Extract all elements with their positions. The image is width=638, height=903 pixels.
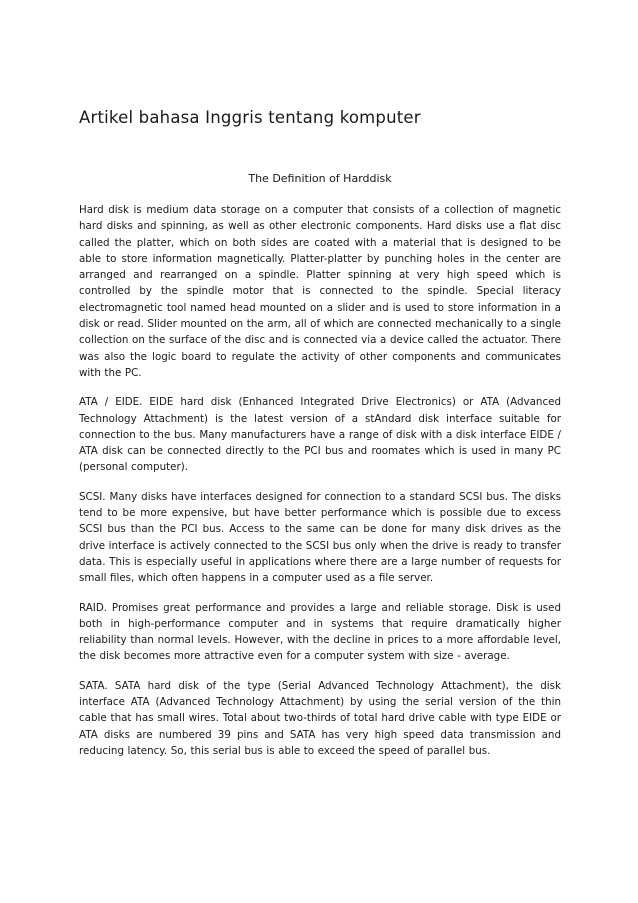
- document-body: [79, 202, 561, 772]
- paragraph-hard-disk: Hard disk is medium data storage on a computer that consists of a collection of magnetic hard disks and spinning, as well as other electronic components. Hard disks use a flat disc called the platter, which on both sides are coated with a material that is designed to be able to store information magnetically. Platter-platter by punching holes in the center are arranged and rearranged on a spindle. Platter spinning at very high speed which is controlled by the spindle motor that is connected to the spindle. Special literacy electromagnetic tool named head mounted on a slider and is used to store information in a disk or read. Slider mounted on the arm, all of which are connected mechanically to a single collection on the surface of the disc and is connected via a device called the actuator. There was also the logic board to regulate the activity of other components and communicates with the PC.: [79, 204, 561, 379]
- section-heading: The Definition of Harddisk: [248, 172, 392, 185]
- paragraph-sata: SATA. SATA hard disk of the type (Serial Advanced Technology Attachment), the disk interface ATA (Advanced Technology Attachment) by using the serial version of the thin cable that has small wires. Total about two-thirds of total hard drive cable with type EIDE or ATA disks are numbered 39 pins and SATA has very high speed data transmission and reducing latency. So, this serial bus is able to exceed the speed of parallel bus.: [79, 679, 561, 757]
- paragraph-scsi: SCSI. Many disks have interfaces designed for connection to a standard SCSI bus. The disks tend to be more expensive, but have better performance which is possible due to excess SCSI bus than the PCI bus. Access to the same can be done for many disk drives as the drive interface is actively connected to the SCSI bus only when the drive is ready to transfer data. This is especially useful in applications where there are a large number of requests for small files, which often happens in a computer used as a file server.: [79, 490, 561, 585]
- paragraph-raid: RAID. Promises great performance and provides a large and reliable storage. Disk is used both in high-performance computer and in systems that require dramatically higher reliability than normal levels. However, with the decline in prices to a more affordable level, the disk becomes more attractive even for a computer system with size - average.: [79, 601, 561, 663]
- paragraph-ata-eide: ATA / EIDE. EIDE hard disk (Enhanced Integrated Drive Electronics) or ATA (Advanced Technology Attachment) is the latest version of a stAndard disk interface suitable for connection to the bus. Many manufacturers have a range of disk with a disk interface EIDE / ATA disk can be connected directly to the PCI bus and roomates which is used in many PC (personal computer).: [79, 396, 561, 474]
- document-title: Artikel bahasa Inggris tentang komputer: [79, 108, 421, 127]
